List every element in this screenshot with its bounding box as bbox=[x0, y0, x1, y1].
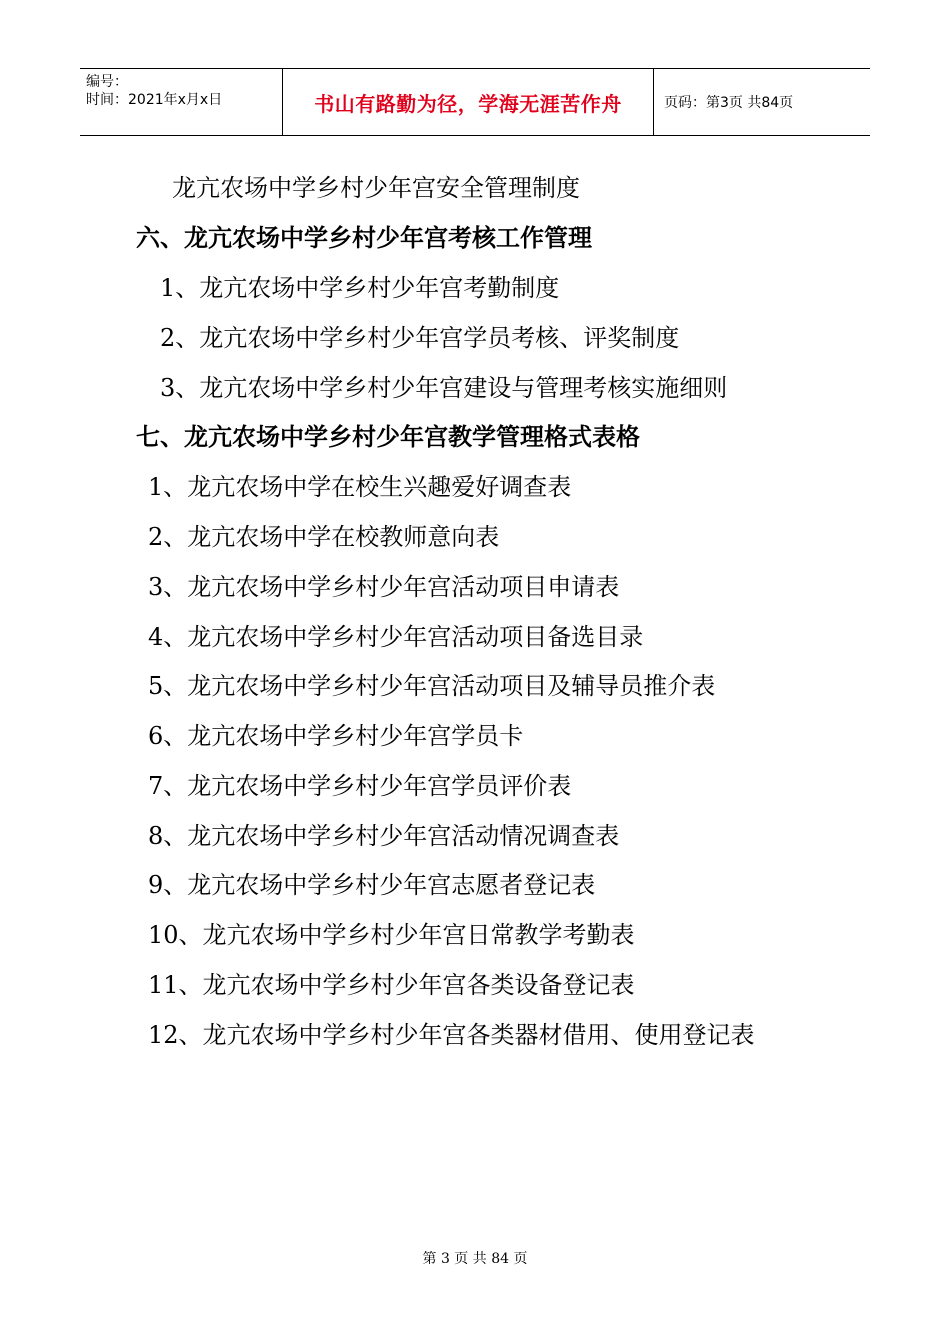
header-page-info: 页码：第3页 共84页 bbox=[664, 95, 794, 111]
section-7-item: 1、龙亢农场中学在校生兴趣爱好调查表 bbox=[148, 473, 572, 501]
section-7-item: 8、龙亢农场中学乡村少年宫活动情况调查表 bbox=[148, 822, 620, 850]
section-7-item: 9、龙亢农场中学乡村少年宫志愿者登记表 bbox=[148, 871, 596, 899]
header-meta bbox=[80, 69, 282, 135]
header-motto: 书山有路勤为径，学海无涯苦作舟 bbox=[282, 69, 654, 135]
section-7-item: 2、龙亢农场中学在校教师意向表 bbox=[148, 523, 500, 551]
section-7-item: 4、龙亢农场中学乡村少年宫活动项目备选目录 bbox=[148, 623, 644, 651]
header-time-label: 时间：2021年x月x日 bbox=[86, 92, 223, 108]
section-7-heading: 七、龙亢农场中学乡村少年宫教学管理格式表格 bbox=[136, 423, 640, 451]
section-6-item: 1、龙亢农场中学乡村少年宫考勤制度 bbox=[160, 274, 560, 302]
section-6-heading: 六、龙亢农场中学乡村少年宫考核工作管理 bbox=[136, 224, 592, 252]
section-7-item: 6、龙亢农场中学乡村少年宫学员卡 bbox=[148, 722, 524, 750]
section-7-item: 11、龙亢农场中学乡村少年宫各类设备登记表 bbox=[148, 971, 635, 999]
body-line-safety-rules: 龙亢农场中学乡村少年宫安全管理制度 bbox=[172, 174, 580, 202]
section-7-item: 3、龙亢农场中学乡村少年宫活动项目申请表 bbox=[148, 573, 620, 601]
page-header bbox=[80, 68, 870, 136]
section-7-item: 12、龙亢农场中学乡村少年宫各类器材借用、使用登记表 bbox=[148, 1021, 755, 1049]
page-footer: 第 3 页 共 84 页 bbox=[422, 1251, 528, 1267]
header-number-label: 编号： bbox=[86, 74, 128, 90]
section-6-item: 3、龙亢农场中学乡村少年宫建设与管理考核实施细则 bbox=[160, 374, 728, 402]
section-7-item: 5、龙亢农场中学乡村少年宫活动项目及辅导员推介表 bbox=[148, 672, 716, 700]
section-6-item: 2、龙亢农场中学乡村少年宫学员考核、评奖制度 bbox=[160, 324, 680, 352]
section-7-item: 7、龙亢农场中学乡村少年宫学员评价表 bbox=[148, 772, 572, 800]
section-7-item: 10、龙亢农场中学乡村少年宫日常教学考勤表 bbox=[148, 921, 635, 949]
